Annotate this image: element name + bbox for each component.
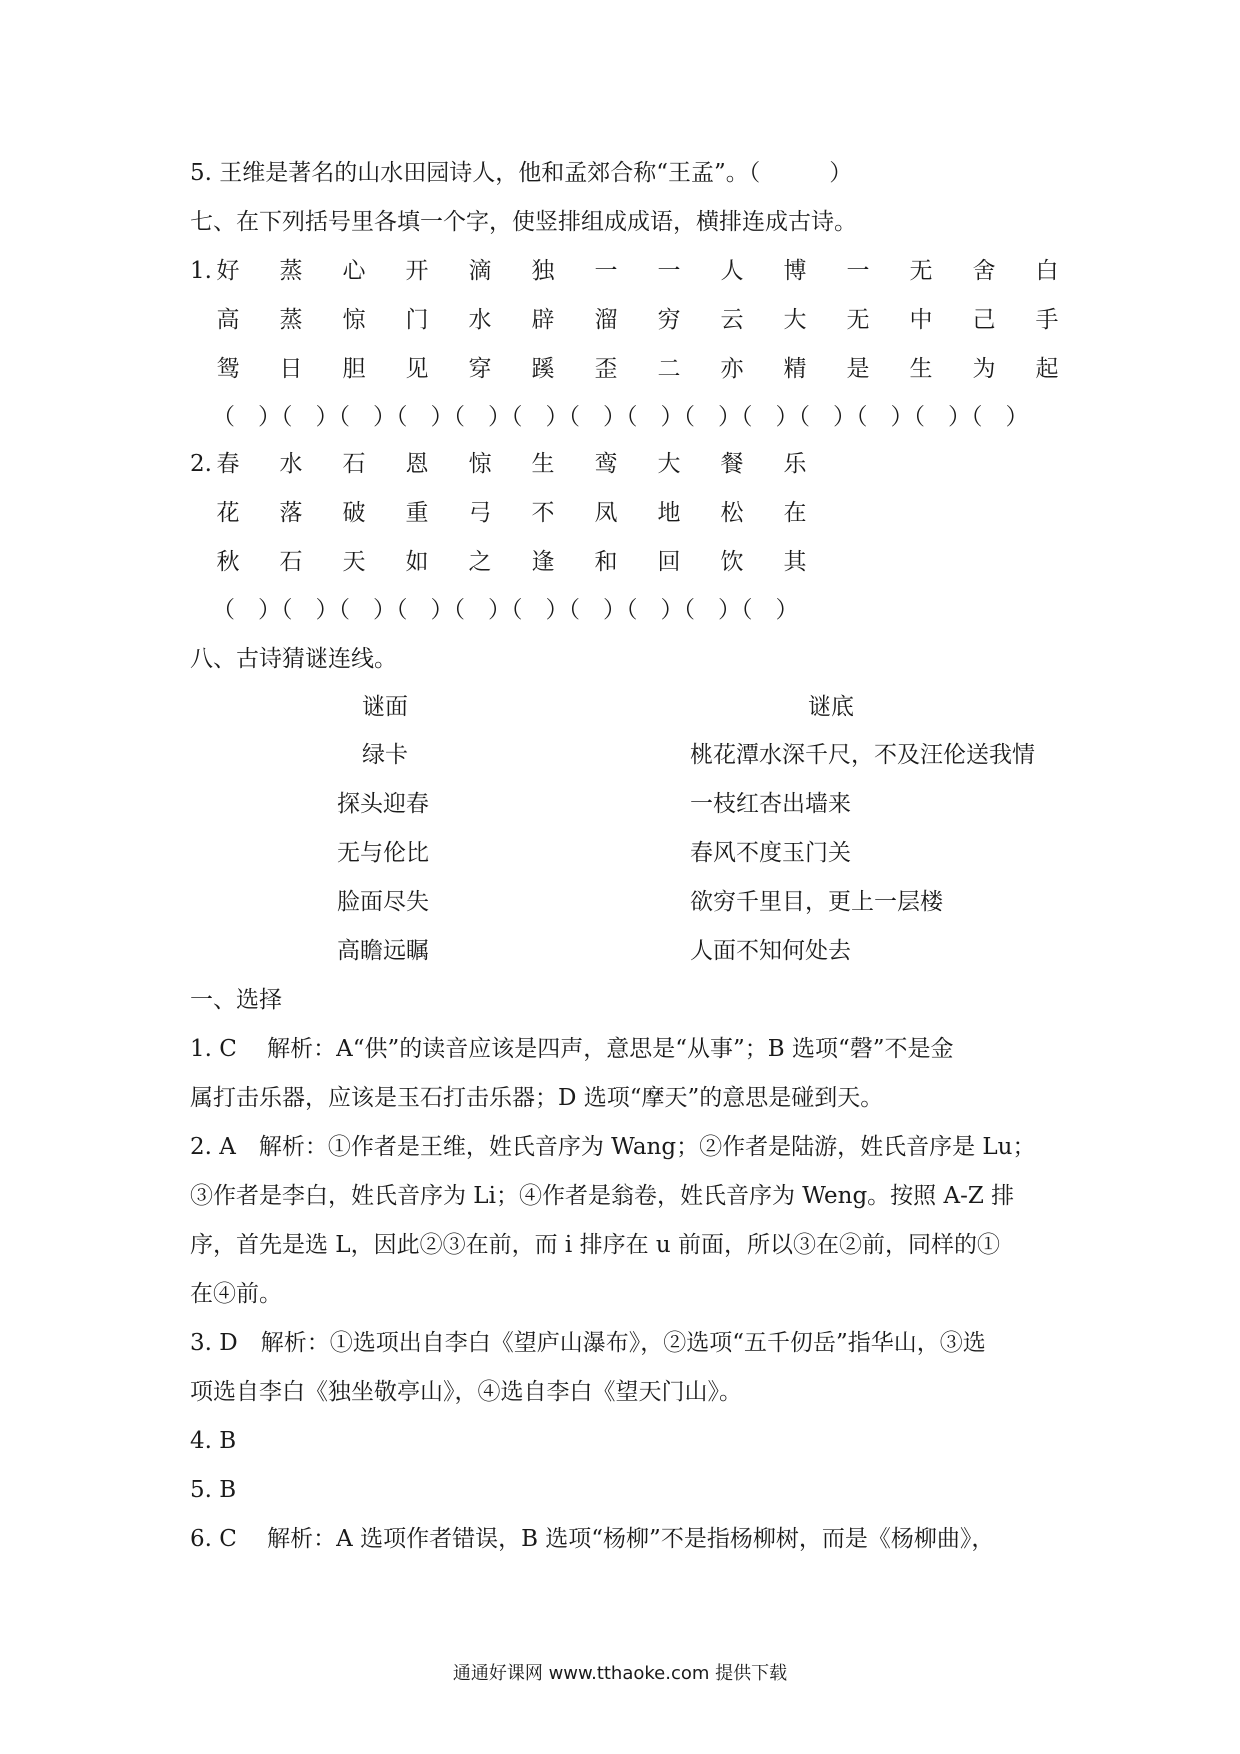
grid-character: 蹊 [531,356,555,382]
riddle-answer: 一枝红杏出墙来 [690,791,851,817]
grid-character: 舍 [972,258,996,284]
grid-character: 天 [342,549,366,575]
grid-character: 一 [594,258,618,284]
riddle-question-header: 谜面 [362,694,408,720]
grid-character: 己 [972,307,996,333]
grid-character: 蒸 [279,258,303,284]
grid-character: 一 [657,258,681,284]
question-5: 5. 王维是著名的山水田园诗人，他和孟郊合称“王孟”。（ ） [190,160,853,186]
grid-character: 凤 [594,500,618,526]
grid-character: 惊 [342,307,366,333]
grid-character: 无 [846,307,870,333]
riddle-question: 探头迎春 [337,791,429,817]
answer-section-title: 一、选择 [190,987,282,1013]
answer-2-line-3: 序，首先是选 L，因此②③在前，而 i 排序在 u 前面，所以③在②前，同样的① [190,1232,1000,1258]
grid-number: 2. [190,451,212,477]
grid-character: 白 [1035,258,1059,284]
answer-2-line-2: ③作者是李白，姓氏音序为 Li；④作者是翁卷，姓氏音序为 Weng。按照 A-Z 排 [190,1183,1015,1209]
grid-character: 鸾 [594,451,618,477]
section-7-title: 七、在下列括号里各填一个字，使竖排组成成语，横排连成古诗。 [190,209,857,235]
grid-character: 石 [342,451,366,477]
grid-character: 秋 [216,549,240,575]
riddle-answer: 欲穷千里目，更上一层楼 [690,889,943,915]
grid-character: 其 [783,549,807,575]
grid-character: 弓 [468,500,492,526]
answer-2-line-4: 在④前。 [190,1281,282,1307]
grid-character: 辟 [531,307,555,333]
grid-character: 恩 [405,451,429,477]
grid-character: 好 [216,258,240,284]
answer-3-line-1: 3. D 解析：①选项出自李白《望庐山瀑布》，②选项“五千仞岳”指华山，③选 [190,1330,986,1356]
grid-character: 之 [468,549,492,575]
grid-character: 地 [657,500,681,526]
grid-character: 大 [657,451,681,477]
grid-character: 独 [531,258,555,284]
grid-character: 精 [783,356,807,382]
grid-character: 水 [279,451,303,477]
grid-character: 心 [342,258,366,284]
answer-6-line-1: 6. C 解析：A 选项作者错误，B 选项“杨柳”不是指杨柳树，而是《杨柳曲》， [190,1526,995,1552]
grid-1-parens: （ ）（ ）（ ）（ ）（ ）（ ）（ ）（ ）（ ）（ ）（ ）（ ）（ ）（ ） [212,404,1029,430]
grid-character: 春 [216,451,240,477]
answer-4: 4. B [190,1428,237,1454]
grid-character: 起 [1035,356,1059,382]
riddle-answer: 春风不度玉门关 [690,840,851,866]
grid-character: 云 [720,307,744,333]
grid-character: 无 [909,258,933,284]
grid-character: 胆 [342,356,366,382]
riddle-answer-header: 谜底 [808,694,854,720]
answer-2-line-1: 2. A 解析：①作者是王维，姓氏音序为 Wang；②作者是陆游，姓氏音序是 Lu； [190,1134,1036,1160]
grid-character: 溜 [594,307,618,333]
answer-5: 5. B [190,1477,237,1503]
grid-character: 一 [846,258,870,284]
grid-character: 和 [594,549,618,575]
grid-character: 歪 [594,356,618,382]
grid-character: 生 [909,356,933,382]
page-footer: 通通好课网 www.tthaoke.com 提供下载 [452,1663,788,1684]
grid-character: 高 [216,307,240,333]
grid-character: 滴 [468,258,492,284]
grid-character: 鸳 [216,356,240,382]
grid-character: 日 [279,356,303,382]
grid-character: 亦 [720,356,744,382]
grid-character: 二 [657,356,681,382]
grid-character: 如 [405,549,429,575]
grid-character: 开 [405,258,429,284]
grid-character: 不 [531,500,555,526]
grid-character: 回 [657,549,681,575]
answer-1-line-1: 1. C 解析：A“供”的读音应该是四声，意思是“从事”；B 选项“磬”不是金 [190,1036,954,1062]
riddle-question: 无与伦比 [337,840,429,866]
grid-character: 是 [846,356,870,382]
grid-character: 蒸 [279,307,303,333]
grid-character: 松 [720,500,744,526]
grid-character: 生 [531,451,555,477]
grid-character: 水 [468,307,492,333]
grid-character: 饮 [720,549,744,575]
section-8-title: 八、古诗猜谜连线。 [190,646,397,672]
grid-character: 石 [279,549,303,575]
grid-character: 餐 [720,451,744,477]
riddle-answer: 人面不知何处去 [690,938,851,964]
grid-character: 逢 [531,549,555,575]
riddle-question: 高瞻远瞩 [337,938,429,964]
grid-character: 人 [720,258,744,284]
grid-character: 穷 [657,307,681,333]
grid-character: 博 [783,258,807,284]
grid-number: 1. [190,258,212,284]
grid-character: 见 [405,356,429,382]
grid-character: 落 [279,500,303,526]
grid-character: 手 [1035,307,1059,333]
grid-character: 乐 [783,451,807,477]
grid-character: 重 [405,500,429,526]
riddle-question: 绿卡 [362,742,408,768]
grid-2-parens: （ ）（ ）（ ）（ ）（ ）（ ）（ ）（ ）（ ）（ ） [212,597,799,623]
grid-character: 破 [342,500,366,526]
answer-3-line-2: 项选自李白《独坐敬亭山》，④选自李白《望天门山》。 [190,1379,742,1405]
grid-character: 惊 [468,451,492,477]
grid-character: 在 [783,500,807,526]
riddle-answer: 桃花潭水深千尺，不及汪伦送我情 [690,742,1035,768]
grid-character: 中 [909,307,933,333]
grid-character: 门 [405,307,429,333]
grid-character: 大 [783,307,807,333]
grid-character: 穿 [468,356,492,382]
answer-1-line-2: 属打击乐器，应该是玉石打击乐器；D 选项“摩天”的意思是碰到天。 [190,1085,884,1111]
grid-character: 花 [216,500,240,526]
riddle-question: 脸面尽失 [337,889,429,915]
grid-character: 为 [972,356,996,382]
